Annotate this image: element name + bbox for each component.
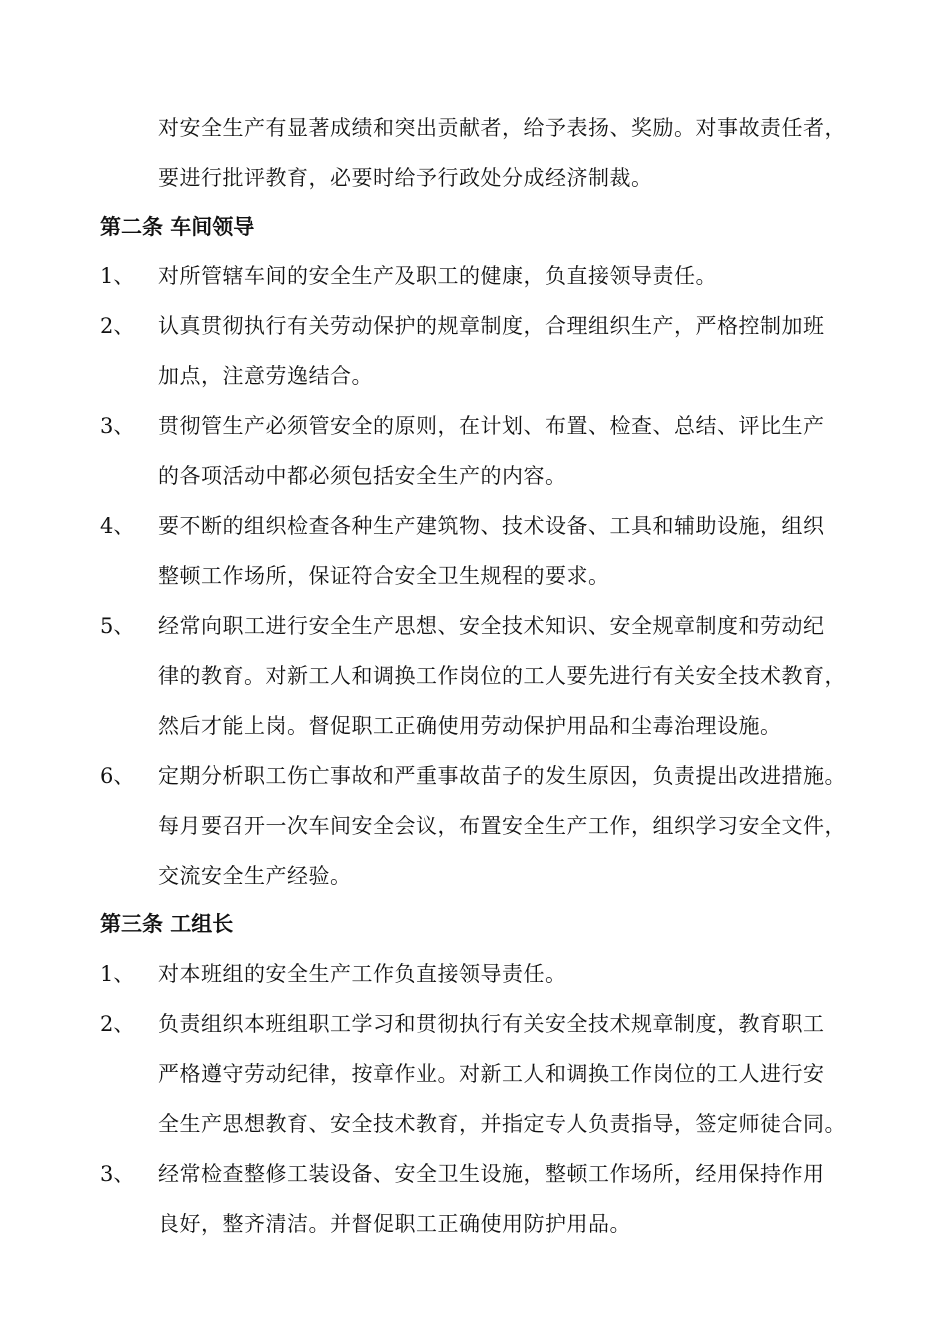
- item-line: 良好，整齐清洁。并督促职工正确使用防护用品。: [158, 1212, 631, 1236]
- item-line: 律的教育。对新工人和调换工作岗位的工人要先进行有关安全技术教育，: [158, 664, 846, 688]
- item-number: 1、: [100, 264, 135, 288]
- item-line: 的各项活动中都必须包括安全生产的内容。: [158, 464, 567, 488]
- section-heading: 第二条 车间领导: [100, 215, 255, 239]
- item-line: 经常向职工进行安全生产思想、安全技术知识、安全规章制度和劳动纪: [158, 614, 825, 638]
- item-line: 整顿工作场所，保证符合安全卫生规程的要求。: [158, 564, 610, 588]
- item-line: 全生产思想教育、安全技术教育，并指定专人负责指导，签定师徒合同。: [158, 1112, 846, 1136]
- section-heading: 第三条 工组长: [100, 912, 234, 936]
- item-number: 4、: [100, 514, 135, 538]
- item-number: 2、: [100, 1012, 135, 1036]
- intro-line: 对安全生产有显著成绩和突出贡献者，给予表扬、奖励。对事故责任者，: [158, 116, 846, 140]
- item-line: 严格遵守劳动纪律，按章作业。对新工人和调换工作岗位的工人进行安: [158, 1062, 825, 1086]
- item-number: 6、: [100, 764, 135, 788]
- item-line: 经常检查整修工装设备、安全卫生设施，整顿工作场所，经用保持作用: [158, 1162, 825, 1186]
- item-line: 对所管辖车间的安全生产及职工的健康，负直接领导责任。: [158, 264, 717, 288]
- item-line: 要不断的组织检查各种生产建筑物、技术设备、工具和辅助设施，组织: [158, 514, 825, 538]
- item-line: 交流安全生产经验。: [158, 864, 352, 888]
- item-line: 负责组织本班组职工学习和贯彻执行有关安全技术规章制度，教育职工: [158, 1012, 825, 1036]
- item-line: 每月要召开一次车间安全会议，布置安全生产工作，组织学习安全文件，: [158, 814, 846, 838]
- item-line: 贯彻管生产必须管安全的原则，在计划、布置、检查、总结、评比生产: [158, 414, 825, 438]
- item-number: 1、: [100, 962, 135, 986]
- item-line: 对本班组的安全生产工作负直接领导责任。: [158, 962, 567, 986]
- item-line: 定期分析职工伤亡事故和严重事故苗子的发生原因，负责提出改进措施。: [158, 764, 846, 788]
- item-number: 2、: [100, 314, 135, 338]
- intro-line: 要进行批评教育，必要时给予行政处分成经济制裁。: [158, 166, 653, 190]
- item-number: 3、: [100, 1162, 135, 1186]
- item-line: 加点，注意劳逸结合。: [158, 364, 373, 388]
- item-line: 认真贯彻执行有关劳动保护的规章制度，合理组织生产，严格控制加班: [158, 314, 825, 338]
- item-number: 3、: [100, 414, 135, 438]
- item-number: 5、: [100, 614, 135, 638]
- item-line: 然后才能上岗。督促职工正确使用劳动保护用品和尘毒治理设施。: [158, 714, 782, 738]
